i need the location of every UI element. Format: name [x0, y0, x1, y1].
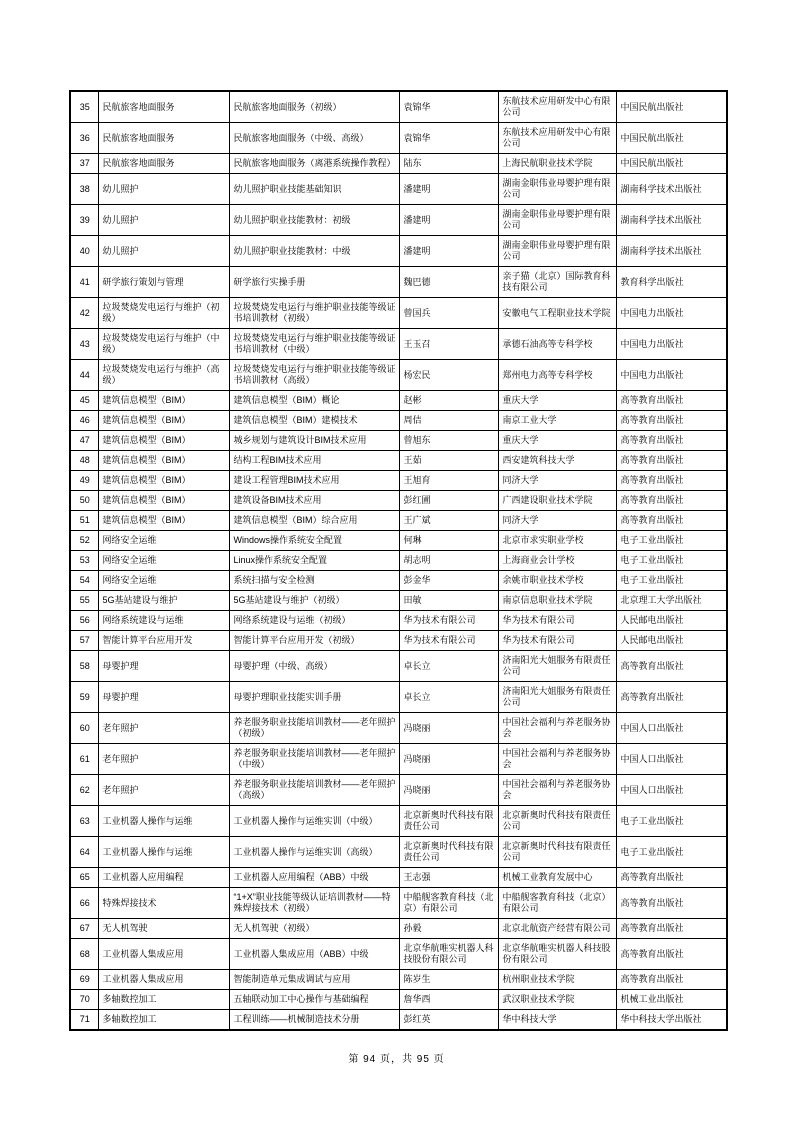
organization-cell: 机械工业教育发展中心 — [498, 868, 616, 888]
author-cell: 孙毅 — [399, 919, 498, 939]
table-row — [70, 91, 727, 123]
table-row — [70, 868, 727, 888]
book-title-cell: 民航旅客地面服务（初级） — [229, 91, 399, 123]
row-number-cell: 39 — [70, 205, 98, 236]
publisher-cell: 中国人口出版社 — [616, 744, 727, 775]
organization-cell: 承德石油高等专科学校 — [498, 329, 616, 360]
certificate-cell: 建筑信息模型（BIM） — [98, 431, 229, 451]
author-cell: 潘建明 — [399, 174, 498, 205]
book-title-cell: 五轴联动加工中心操作与基础编程 — [229, 990, 399, 1010]
organization-cell: 华为技术有限公司 — [498, 631, 616, 651]
book-title-cell: 母婴护理（中级、高级） — [229, 651, 399, 682]
row-number-cell: 35 — [70, 91, 98, 123]
row-number-cell: 56 — [70, 611, 98, 631]
table-row — [70, 205, 727, 236]
publisher-cell: 中国民航出版社 — [616, 123, 727, 154]
row-number-cell: 53 — [70, 551, 98, 571]
certificate-cell: 幼儿照护 — [98, 236, 229, 267]
author-cell: 卓长立 — [399, 682, 498, 713]
publisher-cell: 电子工业出版社 — [616, 571, 727, 591]
organization-cell: 广西建设职业技术学院 — [498, 491, 616, 511]
publisher-cell: 高等教育出版社 — [616, 651, 727, 682]
table-row — [70, 775, 727, 806]
author-cell: 华为技术有限公司 — [399, 611, 498, 631]
book-title-cell: 垃圾焚烧发电运行与维护职业技能等级证书培训教材（中级） — [229, 329, 399, 360]
publisher-cell: 高等教育出版社 — [616, 491, 727, 511]
publisher-cell: 人民邮电出版社 — [616, 611, 727, 631]
certificate-cell: 无人机驾驶 — [98, 919, 229, 939]
organization-cell: 湖南金职伟业母婴护理有限公司 — [498, 174, 616, 205]
row-number-cell: 58 — [70, 651, 98, 682]
organization-cell: 郑州电力高等专科学校 — [498, 360, 616, 391]
book-title-cell: Windows操作系统安全配置 — [229, 531, 399, 551]
row-number-cell: 66 — [70, 888, 98, 919]
certificate-cell: 智能计算平台应用开发 — [98, 631, 229, 651]
book-title-cell: 母婴护理职业技能实训手册 — [229, 682, 399, 713]
certificate-cell: 母婴护理 — [98, 651, 229, 682]
book-title-cell: 建筑信息模型（BIM）建模技术 — [229, 411, 399, 431]
row-number-cell: 41 — [70, 267, 98, 298]
table-row — [70, 939, 727, 970]
textbook-list-table — [69, 90, 728, 1031]
row-number-cell: 61 — [70, 744, 98, 775]
row-number-cell: 40 — [70, 236, 98, 267]
organization-cell: 安徽电气工程职业技术学院 — [498, 298, 616, 329]
certificate-cell: 建筑信息模型（BIM） — [98, 471, 229, 491]
row-number-cell: 43 — [70, 329, 98, 360]
table-row — [70, 491, 727, 511]
publisher-cell: 高等教育出版社 — [616, 511, 727, 531]
book-title-cell: “1+X”职业技能等级认证培训教材——特殊焊接技术（初级） — [229, 888, 399, 919]
organization-cell: 重庆大学 — [498, 431, 616, 451]
organization-cell: 亲子猫（北京）国际教育科技有限公司 — [498, 267, 616, 298]
publisher-cell: 北京理工大学出版社 — [616, 591, 727, 611]
publisher-cell: 中国民航出版社 — [616, 154, 727, 174]
organization-cell: 济南阳光大姐服务有限责任公司 — [498, 651, 616, 682]
row-number-cell: 68 — [70, 939, 98, 970]
publisher-cell: 中国电力出版社 — [616, 298, 727, 329]
publisher-cell: 湖南科学技术出版社 — [616, 236, 727, 267]
certificate-cell: 老年照护 — [98, 744, 229, 775]
organization-cell: 中国社会福利与养老服务协会 — [498, 744, 616, 775]
certificate-cell: 网络安全运维 — [98, 571, 229, 591]
book-title-cell: 系统扫描与安全检测 — [229, 571, 399, 591]
organization-cell: 上海商业会计学校 — [498, 551, 616, 571]
author-cell: 冯晓丽 — [399, 775, 498, 806]
table-row — [70, 611, 727, 631]
table-row — [70, 551, 727, 571]
organization-cell: 中国社会福利与养老服务协会 — [498, 713, 616, 744]
book-title-cell: 幼儿照护职业技能基础知识 — [229, 174, 399, 205]
publisher-cell: 中国民航出版社 — [616, 91, 727, 123]
row-number-cell: 47 — [70, 431, 98, 451]
author-cell: 彭红英 — [399, 1010, 498, 1031]
organization-cell: 南京工业大学 — [498, 411, 616, 431]
row-number-cell: 51 — [70, 511, 98, 531]
row-number-cell: 69 — [70, 970, 98, 990]
certificate-cell: 网络安全运维 — [98, 531, 229, 551]
certificate-cell: 5G基站建设与维护 — [98, 591, 229, 611]
organization-cell: 中船舰客教育科技（北京）有限公司 — [498, 888, 616, 919]
row-number-cell: 55 — [70, 591, 98, 611]
certificate-cell: 垃圾焚烧发电运行与维护（初级） — [98, 298, 229, 329]
certificate-cell: 建筑信息模型（BIM） — [98, 391, 229, 411]
publisher-cell: 高等教育出版社 — [616, 919, 727, 939]
row-number-cell: 65 — [70, 868, 98, 888]
organization-cell: 西安建筑科技大学 — [498, 451, 616, 471]
organization-cell: 余姚市职业技术学校 — [498, 571, 616, 591]
author-cell: 曾旭东 — [399, 431, 498, 451]
author-cell: 北京新奥时代科技有限责任公司 — [399, 837, 498, 868]
publisher-cell: 中国电力出版社 — [616, 360, 727, 391]
publisher-cell: 高等教育出版社 — [616, 939, 727, 970]
table-row — [70, 123, 727, 154]
table-row — [70, 682, 727, 713]
table-row — [70, 837, 727, 868]
table-row — [70, 571, 727, 591]
author-cell: 王茹 — [399, 451, 498, 471]
certificate-cell: 老年照护 — [98, 713, 229, 744]
table-row — [70, 298, 727, 329]
certificate-cell: 工业机器人应用编程 — [98, 868, 229, 888]
certificate-cell: 民航旅客地面服务 — [98, 91, 229, 123]
organization-cell: 重庆大学 — [498, 391, 616, 411]
book-title-cell: 网络系统建设与运维（初级） — [229, 611, 399, 631]
certificate-cell: 民航旅客地面服务 — [98, 123, 229, 154]
certificate-cell: 建筑信息模型（BIM） — [98, 411, 229, 431]
row-number-cell: 54 — [70, 571, 98, 591]
author-cell: 华为技术有限公司 — [399, 631, 498, 651]
row-number-cell: 45 — [70, 391, 98, 411]
table-row — [70, 431, 727, 451]
table-row — [70, 471, 727, 491]
row-number-cell: 36 — [70, 123, 98, 154]
book-title-cell: 结构工程BIM技术应用 — [229, 451, 399, 471]
certificate-cell: 研学旅行策划与管理 — [98, 267, 229, 298]
organization-cell: 华中科技大学 — [498, 1010, 616, 1031]
certificate-cell: 建筑信息模型（BIM） — [98, 511, 229, 531]
row-number-cell: 42 — [70, 298, 98, 329]
book-title-cell: 民航旅客地面服务（离港系统操作教程） — [229, 154, 399, 174]
textbook-table-body — [70, 91, 727, 1030]
publisher-cell: 电子工业出版社 — [616, 551, 727, 571]
certificate-cell: 特殊焊接技术 — [98, 888, 229, 919]
organization-cell: 济南阳光大姐服务有限责任公司 — [498, 682, 616, 713]
book-title-cell: 工业机器人操作与运维实训（中级） — [229, 806, 399, 837]
table-row — [70, 391, 727, 411]
table-row — [70, 990, 727, 1010]
row-number-cell: 52 — [70, 531, 98, 551]
book-title-cell: 城乡规划与建筑设计BIM技术应用 — [229, 431, 399, 451]
book-title-cell: 垃圾焚烧发电运行与维护职业技能等级证书培训教材（高级） — [229, 360, 399, 391]
organization-cell: 湖南金职伟业母婴护理有限公司 — [498, 236, 616, 267]
row-number-cell: 44 — [70, 360, 98, 391]
book-title-cell: 工程训练——机械制造技术分册 — [229, 1010, 399, 1031]
publisher-cell: 高等教育出版社 — [616, 431, 727, 451]
author-cell: 袁锦华 — [399, 91, 498, 123]
publisher-cell: 高等教育出版社 — [616, 682, 727, 713]
table-row — [70, 591, 727, 611]
publisher-cell: 教育科学出版社 — [616, 267, 727, 298]
organization-cell: 武汉职业技术学院 — [498, 990, 616, 1010]
book-title-cell: Linux操作系统安全配置 — [229, 551, 399, 571]
table-row — [70, 154, 727, 174]
book-title-cell: 工业机器人操作与运维实训（高级） — [229, 837, 399, 868]
row-number-cell: 62 — [70, 775, 98, 806]
book-title-cell: 建筑信息模型（BIM）概论 — [229, 391, 399, 411]
author-cell: 彭红圃 — [399, 491, 498, 511]
table-row — [70, 411, 727, 431]
certificate-cell: 幼儿照护 — [98, 205, 229, 236]
certificate-cell: 工业机器人集成应用 — [98, 970, 229, 990]
row-number-cell: 70 — [70, 990, 98, 1010]
page-number-footer: 第 94 页，共 95 页 — [348, 1054, 445, 1065]
table-row — [70, 806, 727, 837]
publisher-cell: 高等教育出版社 — [616, 970, 727, 990]
organization-cell: 湖南金职伟业母婴护理有限公司 — [498, 205, 616, 236]
book-title-cell: 建设工程管理BIM技术应用 — [229, 471, 399, 491]
publisher-cell: 电子工业出版社 — [616, 531, 727, 551]
book-title-cell: 智能计算平台应用开发（初级） — [229, 631, 399, 651]
row-number-cell: 50 — [70, 491, 98, 511]
table-row — [70, 651, 727, 682]
author-cell: 詹华西 — [399, 990, 498, 1010]
author-cell: 赵彬 — [399, 391, 498, 411]
book-title-cell: 养老服务职业技能培训教材——老年照护（初级） — [229, 713, 399, 744]
certificate-cell: 多轴数控加工 — [98, 990, 229, 1010]
book-title-cell: 幼儿照护职业技能教材：中级 — [229, 236, 399, 267]
certificate-cell: 垃圾焚烧发电运行与维护（中级） — [98, 329, 229, 360]
certificate-cell: 工业机器人集成应用 — [98, 939, 229, 970]
book-title-cell: 民航旅客地面服务（中级、高级） — [229, 123, 399, 154]
row-number-cell: 71 — [70, 1010, 98, 1031]
author-cell: 冯晓丽 — [399, 744, 498, 775]
certificate-cell: 老年照护 — [98, 775, 229, 806]
book-title-cell: 养老服务职业技能培训教材——老年照护（中级） — [229, 744, 399, 775]
certificate-cell: 工业机器人操作与运维 — [98, 806, 229, 837]
author-cell: 彭金华 — [399, 571, 498, 591]
row-number-cell: 64 — [70, 837, 98, 868]
organization-cell: 华为技术有限公司 — [498, 611, 616, 631]
table-row — [70, 451, 727, 471]
book-title-cell: 研学旅行实操手册 — [229, 267, 399, 298]
author-cell: 潘建明 — [399, 236, 498, 267]
certificate-cell: 工业机器人操作与运维 — [98, 837, 229, 868]
author-cell: 中船舰客教育科技（北京）有限公司 — [399, 888, 498, 919]
publisher-cell: 华中科技大学出版社 — [616, 1010, 727, 1031]
table-row — [70, 329, 727, 360]
certificate-cell: 建筑信息模型（BIM） — [98, 451, 229, 471]
certificate-cell: 幼儿照护 — [98, 174, 229, 205]
table-row — [70, 360, 727, 391]
row-number-cell: 63 — [70, 806, 98, 837]
book-title-cell: 5G基站建设与维护（初级） — [229, 591, 399, 611]
table-row — [70, 744, 727, 775]
publisher-cell: 机械工业出版社 — [616, 990, 727, 1010]
organization-cell: 北京市求实职业学校 — [498, 531, 616, 551]
publisher-cell: 湖南科学技术出版社 — [616, 205, 727, 236]
row-number-cell: 46 — [70, 411, 98, 431]
table-row — [70, 267, 727, 298]
publisher-cell: 中国人口出版社 — [616, 775, 727, 806]
table-row — [70, 713, 727, 744]
organization-cell: 中国社会福利与养老服务协会 — [498, 775, 616, 806]
book-title-cell: 无人机驾驶（初级） — [229, 919, 399, 939]
organization-cell: 东航技术应用研发中心有限公司 — [498, 91, 616, 123]
row-number-cell: 57 — [70, 631, 98, 651]
book-title-cell: 养老服务职业技能培训教材——老年照护（高级） — [229, 775, 399, 806]
certificate-cell: 建筑信息模型（BIM） — [98, 491, 229, 511]
certificate-cell: 垃圾焚烧发电运行与维护（高级） — [98, 360, 229, 391]
publisher-cell: 中国电力出版社 — [616, 329, 727, 360]
author-cell: 王广斌 — [399, 511, 498, 531]
publisher-cell: 高等教育出版社 — [616, 888, 727, 919]
author-cell: 王志强 — [399, 868, 498, 888]
organization-cell: 北京华航唯实机器人科技股份有限公司 — [498, 939, 616, 970]
author-cell: 冯晓丽 — [399, 713, 498, 744]
organization-cell: 北京新奥时代科技有限责任公司 — [498, 837, 616, 868]
certificate-cell: 网络安全运维 — [98, 551, 229, 571]
organization-cell: 上海民航职业技术学院 — [498, 154, 616, 174]
organization-cell: 北京新奥时代科技有限责任公司 — [498, 806, 616, 837]
author-cell: 北京新奥时代科技有限责任公司 — [399, 806, 498, 837]
publisher-cell: 高等教育出版社 — [616, 391, 727, 411]
book-title-cell: 垃圾焚烧发电运行与维护职业技能等级证书培训教材（初级） — [229, 298, 399, 329]
table-row — [70, 970, 727, 990]
row-number-cell: 59 — [70, 682, 98, 713]
row-number-cell: 67 — [70, 919, 98, 939]
certificate-cell: 网络系统建设与运维 — [98, 611, 229, 631]
certificate-cell: 母婴护理 — [98, 682, 229, 713]
table-row — [70, 236, 727, 267]
author-cell: 胡志明 — [399, 551, 498, 571]
book-title-cell: 智能制造单元集成调试与应用 — [229, 970, 399, 990]
organization-cell: 杭州职业技术学院 — [498, 970, 616, 990]
author-cell: 陆东 — [399, 154, 498, 174]
table-row — [70, 631, 727, 651]
organization-cell: 北京北航资产经营有限公司 — [498, 919, 616, 939]
table-row — [70, 888, 727, 919]
author-cell: 潘建明 — [399, 205, 498, 236]
book-title-cell: 工业机器人应用编程（ABB）中级 — [229, 868, 399, 888]
author-cell: 卓长立 — [399, 651, 498, 682]
author-cell: 杨宏民 — [399, 360, 498, 391]
author-cell: 北京华航唯实机器人科技股份有限公司 — [399, 939, 498, 970]
author-cell: 王玉召 — [399, 329, 498, 360]
publisher-cell: 电子工业出版社 — [616, 837, 727, 868]
table-row — [70, 531, 727, 551]
table-row — [70, 511, 727, 531]
author-cell: 魏巴德 — [399, 267, 498, 298]
author-cell: 周佶 — [399, 411, 498, 431]
author-cell: 王旭育 — [399, 471, 498, 491]
book-title-cell: 建筑信息模型（BIM）综合应用 — [229, 511, 399, 531]
publisher-cell: 高等教育出版社 — [616, 451, 727, 471]
publisher-cell: 电子工业出版社 — [616, 806, 727, 837]
row-number-cell: 49 — [70, 471, 98, 491]
publisher-cell: 高等教育出版社 — [616, 411, 727, 431]
organization-cell: 同济大学 — [498, 471, 616, 491]
certificate-cell: 多轴数控加工 — [98, 1010, 229, 1031]
publisher-cell: 中国人口出版社 — [616, 713, 727, 744]
row-number-cell: 38 — [70, 174, 98, 205]
organization-cell: 南京信息职业技术学院 — [498, 591, 616, 611]
table-row — [70, 174, 727, 205]
publisher-cell: 高等教育出版社 — [616, 868, 727, 888]
author-cell: 何琳 — [399, 531, 498, 551]
certificate-cell: 民航旅客地面服务 — [98, 154, 229, 174]
author-cell: 袁锦华 — [399, 123, 498, 154]
row-number-cell: 37 — [70, 154, 98, 174]
book-title-cell: 幼儿照护职业技能教材：初级 — [229, 205, 399, 236]
row-number-cell: 48 — [70, 451, 98, 471]
table-row — [70, 919, 727, 939]
row-number-cell: 60 — [70, 713, 98, 744]
book-title-cell: 建筑设备BIM技术应用 — [229, 491, 399, 511]
publisher-cell: 人民邮电出版社 — [616, 631, 727, 651]
book-title-cell: 工业机器人集成应用（ABB）中级 — [229, 939, 399, 970]
organization-cell: 东航技术应用研发中心有限公司 — [498, 123, 616, 154]
author-cell: 田敏 — [399, 591, 498, 611]
publisher-cell: 湖南科学技术出版社 — [616, 174, 727, 205]
publisher-cell: 高等教育出版社 — [616, 471, 727, 491]
author-cell: 陈岁生 — [399, 970, 498, 990]
table-row — [70, 1010, 727, 1031]
author-cell: 曾国兵 — [399, 298, 498, 329]
organization-cell: 同济大学 — [498, 511, 616, 531]
